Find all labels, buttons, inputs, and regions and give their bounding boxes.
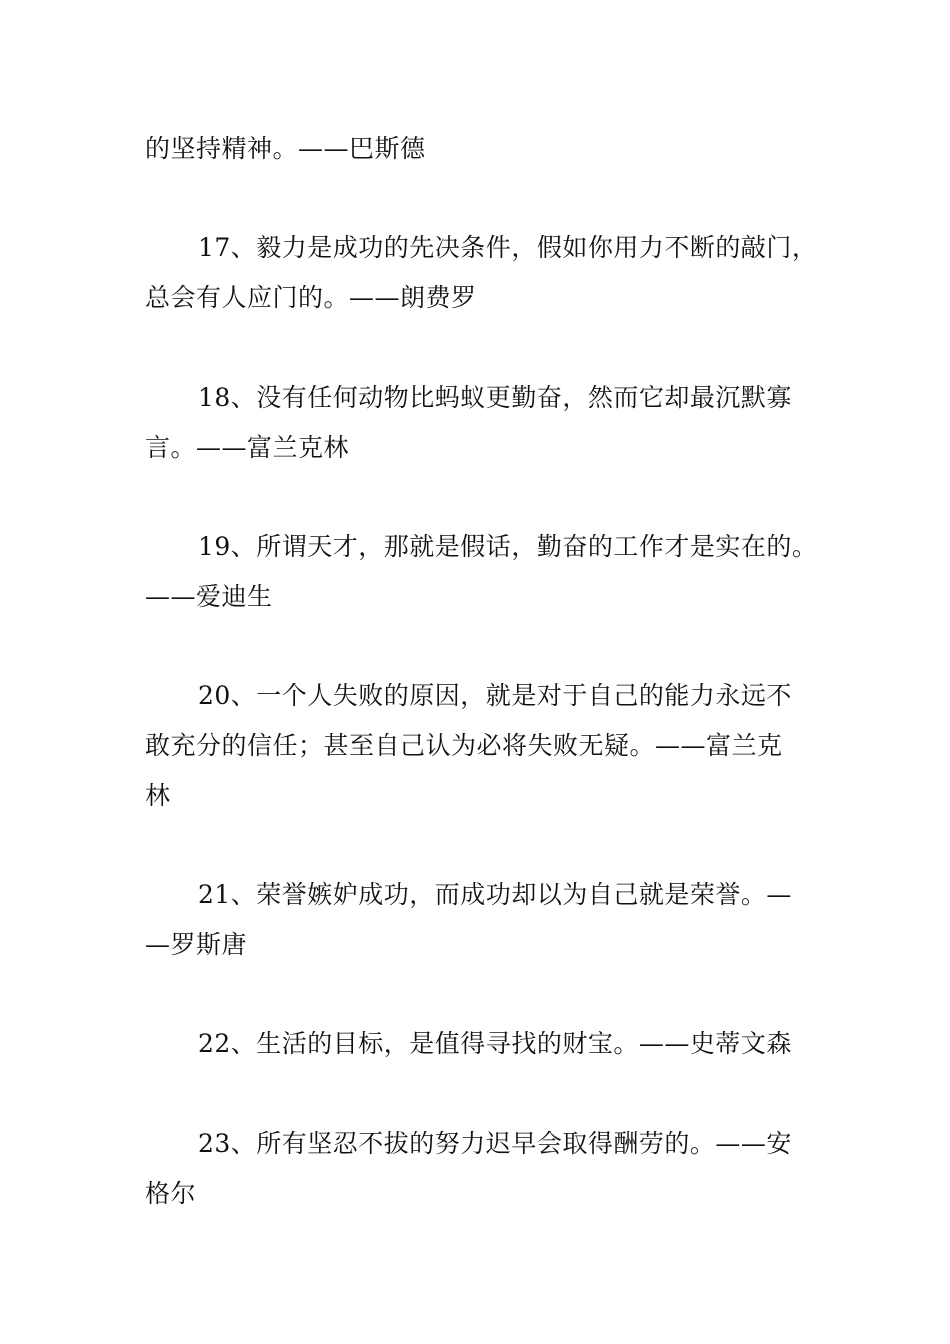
quote-line: 22、生活的目标，是值得寻找的财宝。——史蒂文森 xyxy=(198,1029,792,1058)
quote-line: 23、所有坚忍不拔的努力迟早会取得酬劳的。——安 xyxy=(198,1129,792,1158)
quote-line: 言。——富兰克林 xyxy=(145,433,350,462)
quote-line: 21、荣誉嫉妒成功，而成功却以为自己就是荣誉。— xyxy=(198,880,792,909)
quote-line: ——爱迪生 xyxy=(145,582,273,611)
quote-line: 格尔 xyxy=(145,1179,197,1208)
quote-line: 林 xyxy=(145,781,171,810)
quote-line: 17、毅力是成功的先决条件，假如你用力不断的敲门， xyxy=(198,233,818,262)
quote-line: 18、没有任何动物比蚂蚁更勤奋，然而它却最沉默寡 xyxy=(198,383,792,412)
quote-line: 敢充分的信任；甚至自己认为必将失败无疑。——富兰克 xyxy=(145,731,783,760)
quote-line: 20、一个人失败的原因，就是对于自己的能力永远不 xyxy=(198,681,792,710)
continuation-text: 的坚持精神。——巴斯德 xyxy=(145,134,426,163)
quote-line: 19、所谓天才，那就是假话，勤奋的工作才是实在的。 xyxy=(198,532,818,561)
quote-line: —罗斯唐 xyxy=(145,930,248,959)
quote-line: 总会有人应门的。——朗费罗 xyxy=(145,283,477,312)
